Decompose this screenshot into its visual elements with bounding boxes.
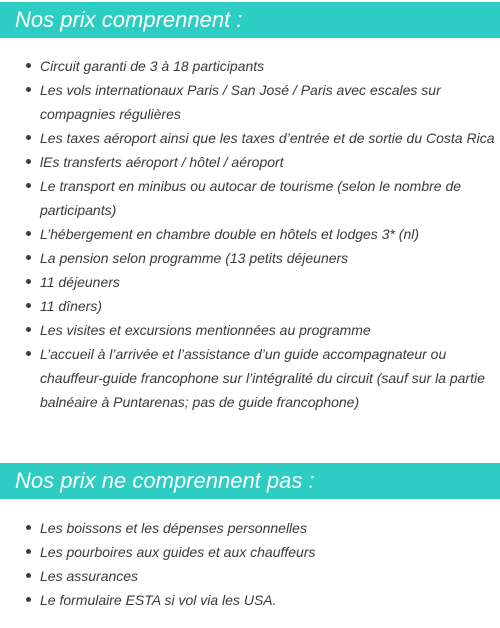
bullet-icon: [26, 135, 31, 140]
list-item: [0, 564, 500, 588]
list-item: [0, 342, 500, 366]
bullet-icon: [26, 351, 31, 356]
bullet-icon: [26, 327, 31, 332]
bullet-icon: [26, 597, 31, 602]
list-item-text: 11 déjeuners: [40, 274, 120, 290]
list-item: [0, 78, 500, 102]
list-item-text: Les boissons et les dépenses personnelles: [40, 520, 307, 536]
list-item: [0, 540, 500, 564]
list-item: [0, 270, 500, 294]
bullet-icon: [26, 63, 31, 68]
bullet-icon: [26, 525, 31, 530]
list-item: [0, 54, 500, 78]
excluded-section-title: Nos prix ne comprennent pas :: [0, 463, 500, 499]
list-item-text: Les assurances: [40, 568, 139, 584]
list-item-continuation: [0, 366, 500, 390]
bullet-icon: [26, 231, 31, 236]
list-item-text: Le formulaire ESTA si vol via les USA.: [40, 592, 277, 608]
list-item-text: Circuit garanti de 3 à 18 participants: [40, 58, 265, 74]
list-item-continuation: [0, 102, 500, 126]
list-item-text: L’hébergement en chambre double en hôtels et lodges 3* (nl): [40, 226, 420, 242]
list-item-text: Le transport en minibus ou autocar de tourisme (selon le nombre de: [40, 178, 462, 194]
bullet-icon: [26, 159, 31, 164]
list-item: [0, 516, 500, 540]
list-item-text: Les pourboires aux guides et aux chauffeurs: [40, 544, 316, 560]
list-item-continuation: [0, 198, 500, 222]
list-item: [0, 150, 500, 174]
included-section-title: Nos prix comprennent :: [0, 2, 500, 38]
list-item-text: participants): [40, 202, 117, 218]
list-item: [0, 318, 500, 342]
list-item-text: chauffeur-guide francophone sur l’intégralité du circuit (sauf sur la partie: [40, 370, 485, 386]
list-item: [0, 174, 500, 198]
list-item: [0, 588, 500, 612]
bullet-icon: [26, 255, 31, 260]
bullet-icon: [26, 303, 31, 308]
list-item: [0, 126, 500, 150]
bullet-icon: [26, 279, 31, 284]
excluded-list: [0, 516, 500, 612]
list-item-text: Les visites et excursions mentionnées au programme: [40, 322, 371, 338]
list-item-text: Les taxes aéroport ainsi que les taxes d’entrée et de sortie du Costa Rica: [40, 130, 495, 146]
bullet-icon: [26, 573, 31, 578]
list-item-text: 11 dîners): [40, 298, 102, 314]
list-item-text: L’accueil à l’arrivée et l’assistance d’un guide accompagnateur ou: [40, 346, 447, 362]
list-item-text: lEs transferts aéroport / hôtel / aéroport: [40, 154, 284, 170]
list-item-continuation: [0, 390, 500, 414]
bullet-icon: [26, 549, 31, 554]
list-item-text: Les vols internationaux Paris / San José / Paris avec escales sur: [40, 82, 441, 98]
list-item-text: compagnies régulières: [40, 106, 181, 122]
bullet-icon: [26, 183, 31, 188]
list-item: [0, 294, 500, 318]
included-list: [0, 54, 500, 414]
list-item-text: balnéaire à Puntarenas; pas de guide francophone): [40, 394, 360, 410]
bullet-icon: [26, 87, 31, 92]
list-item: [0, 246, 500, 270]
list-item-text: La pension selon programme (13 petits déjeuners: [40, 250, 349, 266]
list-item: [0, 222, 500, 246]
